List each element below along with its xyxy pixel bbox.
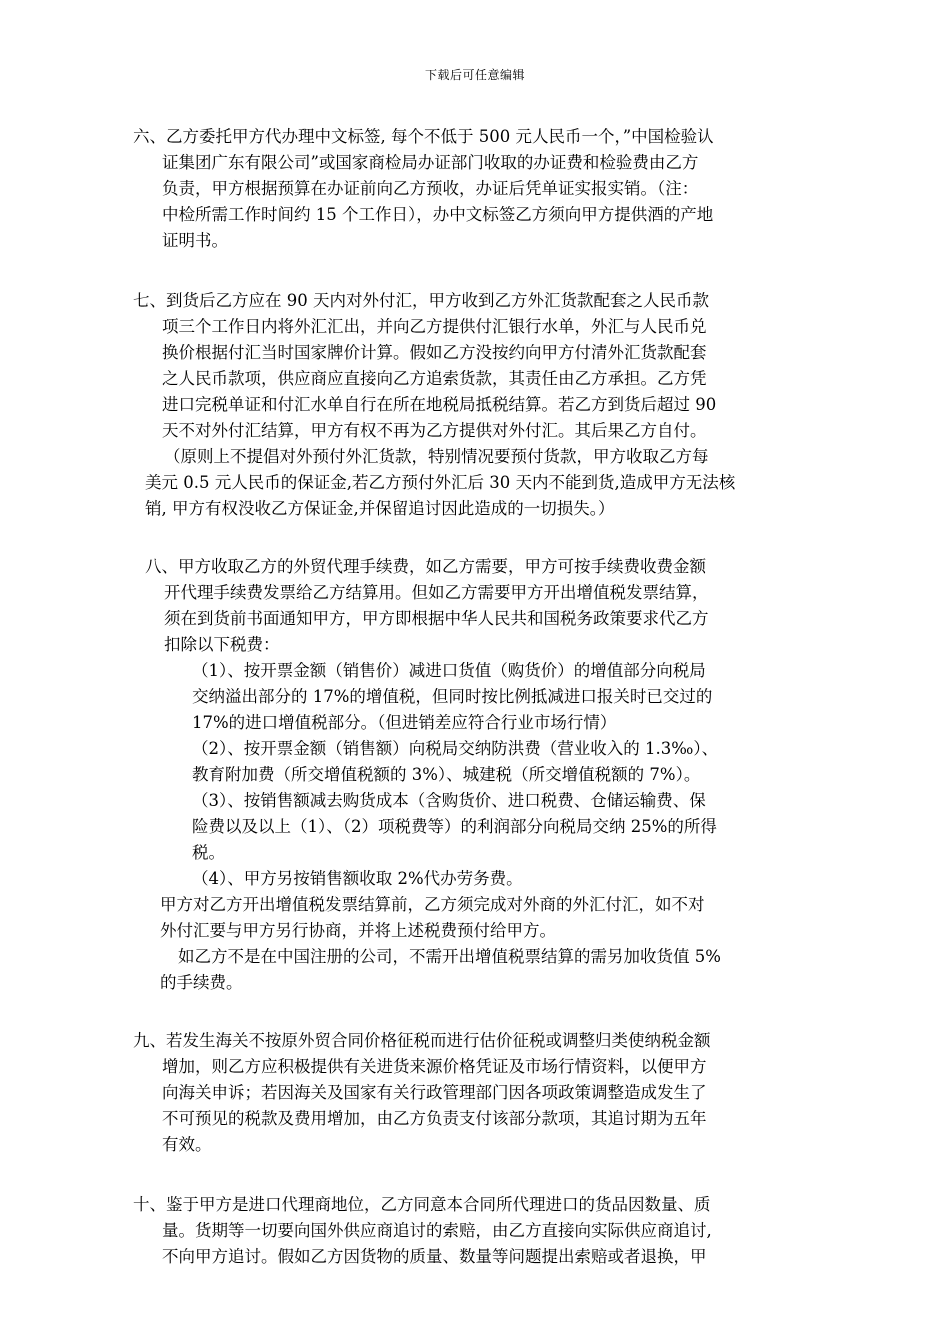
clause-8-paragraph-line: 的手续费。 — [160, 973, 243, 992]
clause-6-line: 负责，甲方根据预算在办证前向乙方预收，办证后凭单证实报实销。（注： — [162, 179, 699, 198]
clause-8-line: 扣除以下税费： — [164, 635, 280, 654]
tax-item-2-line: 教育附加费（所交增值税额的 3%）、城建税（所交增值税额的 7%）。 — [192, 765, 701, 784]
clause-8-paragraph-line: 甲方对乙方开出增值税发票结算前，乙方须完成对外商的外汇付汇，如不对 — [160, 895, 705, 914]
clause-6-line: 证明书。 — [162, 231, 228, 250]
clause-7-line: 进口完税单证和付汇水单自行在所在地税局抵税结算。若乙方到货后超过 90 — [162, 395, 717, 414]
clause-7-line: 之人民币款项，供应商应直接向乙方追索货款，其责任由乙方承担。乙方凭 — [162, 369, 707, 388]
clause-8-line: 八、甲方收取乙方的外贸代理手续费，如乙方需要，甲方可按手续费收费金额 — [145, 557, 706, 576]
tax-item-3-line: 税。 — [192, 843, 225, 862]
clause-9-line: 有效。 — [162, 1135, 212, 1154]
tax-item-1-line: （1）、按开票金额（销售价）减进口货值（购货价）的增值部分向税局 — [192, 661, 706, 680]
clause-7-line: 天不对外付汇结算，甲方有权不再为乙方提供对外付汇。其后果乙方自付。 — [162, 421, 707, 440]
tax-item-3-line: （3）、按销售额减去购货成本（含购货价、进口税费、仓储运输费、保 — [192, 791, 706, 810]
clause-6-line: 六、乙方委托甲方代办理中文标签, 每个不低于 500 元人民币一个，”中国检验认 — [133, 127, 714, 146]
clause-9-line: 向海关申诉；若因海关及国家有关行政管理部门因各项政策调整造成发生了 — [162, 1083, 707, 1102]
tax-item-4-line: （4）、甲方另按销售额收取 2%代办劳务费。 — [192, 869, 523, 888]
clause-8-line: 须在到货前书面通知甲方，甲方即根据中华人民共和国税务政策要求代乙方 — [164, 609, 709, 628]
clause-7-line: 项三个工作日内将外汇汇出，并向乙方提供付汇银行水单，外汇与人民币兑 — [162, 317, 707, 336]
clause-7-line: 换价根据付汇当时国家牌价计算。假如乙方没按约向甲方付清外汇货款配套 — [162, 343, 707, 362]
clause-7-note-line: （原则上不提倡对外预付外汇货款，特别情况要预付货款，甲方收取乙方每 — [164, 447, 709, 466]
page-header: 下载后可任意编辑 — [424, 68, 525, 82]
clause-9-line: 不可预见的税款及费用增加，由乙方负责支付该部分款项，其追讨期为五年 — [162, 1109, 707, 1128]
clause-7-note-line: 销, 甲方有权没收乙方保证金,并保留追讨因此造成的一切损失。） — [145, 499, 615, 518]
clause-7-line: 七、到货后乙方应在 90 天内对外付汇，甲方收到乙方外汇货款配套之人民币款 — [133, 291, 709, 310]
clause-6-line: 中检所需工作时间约 15 个工作日），办中文标签乙方须向甲方提供酒的产地 — [162, 205, 714, 224]
clause-8-line: 开代理手续费发票给乙方结算用。但如乙方需要甲方开出增值税发票结算， — [164, 583, 709, 602]
clause-10-line: 不向甲方追讨。假如乙方因货物的质量、数量等问题提出索赔或者退换，甲 — [162, 1247, 707, 1266]
tax-item-2-line: （2）、按开票金额（销售额）向税局交纳防洪费（营业收入的 1.3‰）、 — [192, 739, 719, 758]
clause-8-paragraph-line: 外付汇要与甲方另行协商，并将上述税费预付给甲方。 — [160, 921, 556, 940]
clause-8-paragraph-line: 如乙方不是在中国注册的公司，不需开出增值税票结算的需另加收货值 5% — [178, 947, 721, 966]
clause-7-note-line: 美元 0.5 元人民币的保证金,若乙方预付外汇后 30 天内不能到货,造成甲方无法核 — [145, 473, 736, 492]
clause-6-line: 证集团广东有限公司”或国家商检局办证部门收取的办证费和检验费由乙方 — [162, 153, 699, 172]
clause-9-line: 九、若发生海关不按原外贸合同价格征税而进行估价征税或调整归类使纳税金额 — [133, 1031, 711, 1050]
clause-10-line: 十、鉴于甲方是进口代理商地位，乙方同意本合同所代理进口的货品因数量、质 — [133, 1195, 711, 1214]
tax-item-1-line: 交纳溢出部分的 17%的增值税，但同时按比例抵减进口报关时已交过的 — [192, 687, 713, 706]
clause-9-line: 增加，则乙方应积极提供有关进货来源价格凭证及市场行情资料，以便甲方 — [162, 1057, 707, 1076]
tax-item-3-line: 险费以及以上（1）、（2）项税费等）的利润部分向税局交纳 25%的所得 — [192, 817, 717, 836]
tax-item-1-line: 17%的进口增值税部分。（但进销差应符合行业市场行情） — [192, 713, 617, 732]
clause-10-line: 量。货期等一切要向国外供应商追讨的索赔，由乙方直接向实际供应商追讨, — [162, 1221, 712, 1240]
